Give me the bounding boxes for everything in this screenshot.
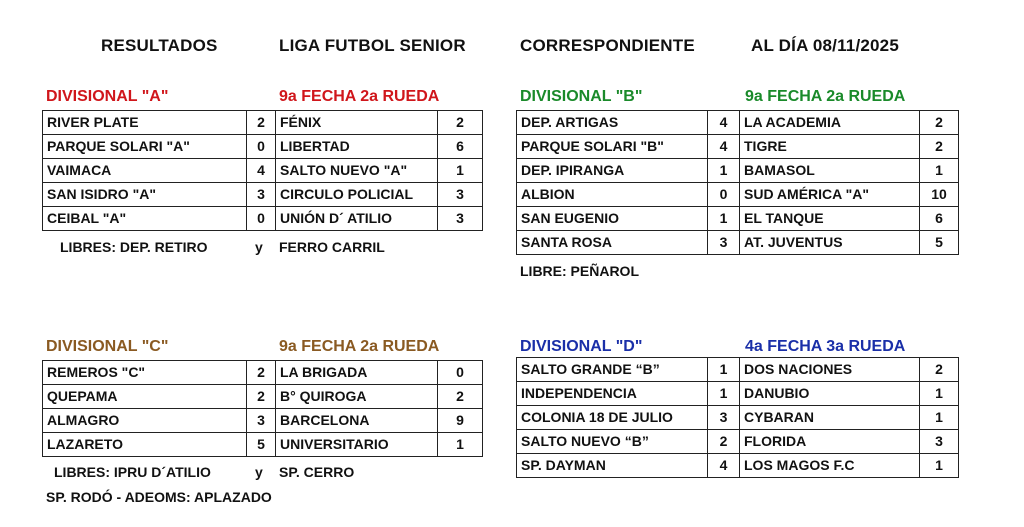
away-team: CYBARAN [740,406,920,430]
home-team: INDEPENDENCIA [517,382,708,406]
division-a-libres: LIBRES: DEP. RETIRO [60,239,208,255]
match-row [43,361,483,385]
away-score: 2 [438,111,483,135]
away-team: EL TANQUE [740,207,920,231]
match-row [43,433,483,457]
away-team: LA BRIGADA [276,361,438,385]
home-team: RIVER PLATE [43,111,247,135]
home-team: LAZARETO [43,433,247,457]
away-score: 5 [920,231,959,255]
division-c-table [42,360,483,457]
home-score: 4 [708,111,740,135]
home-score: 3 [708,406,740,430]
division-b-title: DIVISIONAL "B" [520,88,643,105]
match-row [517,183,959,207]
away-score: 3 [920,430,959,454]
division-b-table [516,110,959,255]
match-row [517,135,959,159]
home-score: 1 [708,207,740,231]
match-row [517,159,959,183]
away-score: 1 [920,406,959,430]
match-row [517,430,959,454]
division-a-libres-2: FERRO CARRIL [279,239,385,255]
away-team: B° QUIROGA [276,385,438,409]
away-team: FLORIDA [740,430,920,454]
division-d-title: DIVISIONAL "D" [520,338,643,355]
home-score: 0 [247,207,276,231]
home-team: SAN ISIDRO "A" [43,183,247,207]
home-score: 2 [247,385,276,409]
home-team: SP. DAYMAN [517,454,708,478]
match-row [517,358,959,382]
home-team: DEP. ARTIGAS [517,111,708,135]
match-row [43,111,483,135]
home-score: 2 [247,361,276,385]
match-row [517,111,959,135]
division-a-table [42,110,483,231]
away-score: 1 [920,382,959,406]
home-team: VAIMACA [43,159,247,183]
division-c-title: DIVISIONAL "C" [46,338,169,355]
away-score: 2 [920,111,959,135]
away-team: UNIVERSITARIO [276,433,438,457]
away-team: SUD AMÉRICA "A" [740,183,920,207]
away-team: LOS MAGOS F.C [740,454,920,478]
division-c-libres-y: y [255,464,263,480]
home-team: SAN EUGENIO [517,207,708,231]
match-row [517,231,959,255]
away-team: LIBERTAD [276,135,438,159]
away-score: 6 [438,135,483,159]
division-d-table [516,357,959,478]
division-c-aplazado: SP. RODÓ - ADEOMS: APLAZADO [46,489,272,505]
home-score: 4 [708,454,740,478]
division-c-round: 9a FECHA 2a RUEDA [279,338,440,355]
division-c-libres-2: SP. CERRO [279,464,355,480]
away-score: 1 [920,454,959,478]
away-team: LA ACADEMIA [740,111,920,135]
home-score: 3 [247,409,276,433]
away-score: 3 [438,207,483,231]
home-team: ALBION [517,183,708,207]
away-team: DANUBIO [740,382,920,406]
match-row [43,409,483,433]
header-fecha: AL DÍA 08/11/2025 [751,36,899,55]
home-team: PARQUE SOLARI "A" [43,135,247,159]
division-c-libres: LIBRES: IPRU D´ATILIO [54,464,211,480]
header-resultados: RESULTADOS [101,36,218,55]
home-score: 0 [708,183,740,207]
division-a-libres-y: y [255,239,263,255]
division-b-libre: LIBRE: PEÑAROL [520,263,639,279]
away-team: BAMASOL [740,159,920,183]
away-score: 1 [438,159,483,183]
home-score: 1 [708,382,740,406]
home-team: CEIBAL "A" [43,207,247,231]
away-team: DOS NACIONES [740,358,920,382]
home-team: SALTO NUEVO “B” [517,430,708,454]
home-score: 1 [708,159,740,183]
match-row [43,159,483,183]
match-row [517,207,959,231]
away-score: 3 [438,183,483,207]
away-score: 10 [920,183,959,207]
home-team: REMEROS "C" [43,361,247,385]
division-d-round: 4a FECHA 3a RUEDA [745,338,906,355]
match-row [517,454,959,478]
match-row [43,135,483,159]
home-team: DEP. IPIRANGA [517,159,708,183]
division-a-round: 9a FECHA 2a RUEDA [279,88,440,105]
home-score: 3 [708,231,740,255]
away-score: 6 [920,207,959,231]
home-score: 4 [247,159,276,183]
away-team: FÉNIX [276,111,438,135]
home-score: 3 [247,183,276,207]
away-score: 9 [438,409,483,433]
match-row [43,385,483,409]
away-team: CIRCULO POLICIAL [276,183,438,207]
header-correspondiente: CORRESPONDIENTE [520,36,695,55]
home-team: COLONIA 18 DE JULIO [517,406,708,430]
home-score: 5 [247,433,276,457]
away-score: 1 [438,433,483,457]
home-score: 4 [708,135,740,159]
away-team: BARCELONA [276,409,438,433]
away-team: TIGRE [740,135,920,159]
match-row [43,207,483,231]
home-score: 1 [708,358,740,382]
header-liga: LIGA FUTBOL SENIOR [279,36,466,55]
away-score: 2 [920,135,959,159]
home-team: SALTO GRANDE “B” [517,358,708,382]
away-score: 1 [920,159,959,183]
away-team: AT. JUVENTUS [740,231,920,255]
home-team: SANTA ROSA [517,231,708,255]
home-score: 0 [247,135,276,159]
division-b-round: 9a FECHA 2a RUEDA [745,88,906,105]
home-team: QUEPAMA [43,385,247,409]
away-team: UNIÓN D´ ATILIO [276,207,438,231]
division-a-title: DIVISIONAL "A" [46,88,169,105]
away-score: 2 [920,358,959,382]
match-row [517,382,959,406]
match-row [517,406,959,430]
away-team: SALTO NUEVO "A" [276,159,438,183]
home-score: 2 [708,430,740,454]
home-team: ALMAGRO [43,409,247,433]
match-row [43,183,483,207]
away-score: 0 [438,361,483,385]
away-score: 2 [438,385,483,409]
home-team: PARQUE SOLARI "B" [517,135,708,159]
home-score: 2 [247,111,276,135]
